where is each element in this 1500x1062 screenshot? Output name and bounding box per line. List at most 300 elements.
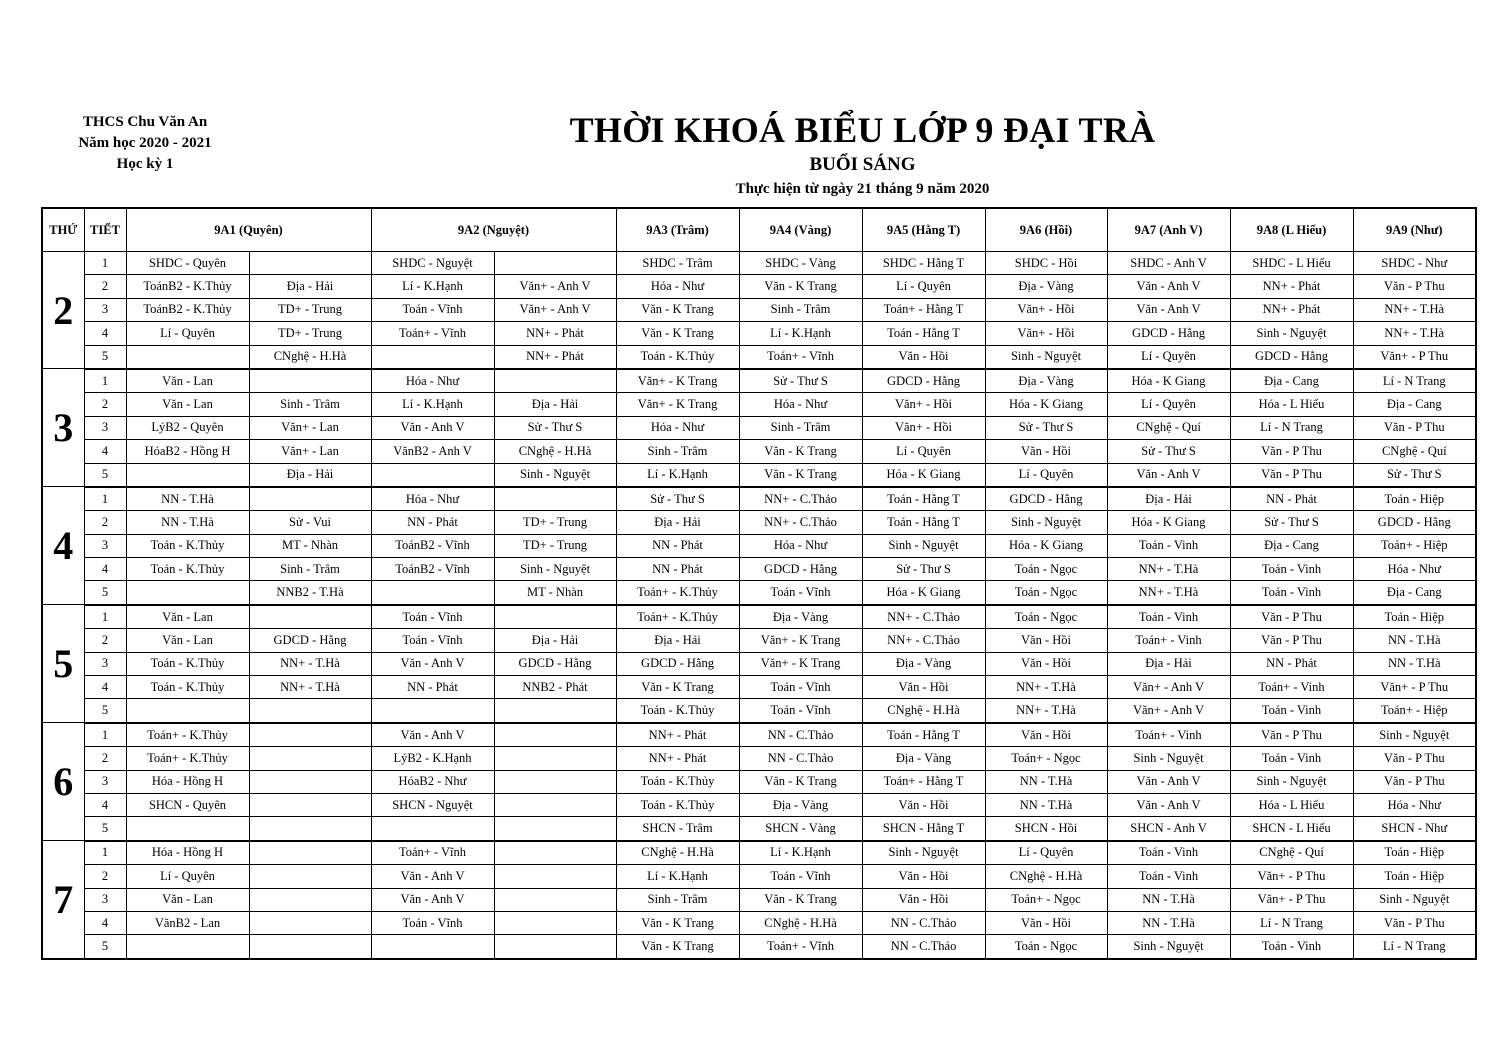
lesson-cell: Văn - K Trang xyxy=(739,888,862,911)
lesson-cell: Hóa - K Giang xyxy=(862,581,985,605)
lesson-cell: VănB2 - Lan xyxy=(126,911,249,934)
lesson-cell: CNghệ - Quí xyxy=(1107,416,1230,439)
lesson-cell xyxy=(494,487,616,511)
lesson-cell: Toán+ - Vinh xyxy=(1107,723,1230,747)
header-class: 9A4 (Vàng) xyxy=(739,208,862,252)
lesson-cell: Toán+ - Vĩnh xyxy=(739,345,862,369)
lesson-cell: Lí - K.Hạnh xyxy=(739,322,862,345)
lesson-cell: Văn - Lan xyxy=(126,629,249,652)
lesson-cell xyxy=(494,793,616,816)
lesson-cell: Văn+ - Hồi xyxy=(985,298,1107,321)
table-row xyxy=(42,581,1476,605)
lesson-cell: Văn - Anh V xyxy=(371,723,494,747)
lesson-cell: Hóa - K Giang xyxy=(985,393,1107,416)
lesson-cell: Sử - Thư S xyxy=(985,416,1107,439)
lesson-cell: Lí - N Trang xyxy=(1353,369,1476,393)
lesson-cell xyxy=(494,770,616,793)
lesson-cell xyxy=(249,747,371,770)
lesson-cell: Lí - K.Hạnh xyxy=(616,463,739,487)
lesson-cell: Văn - Anh V xyxy=(1107,298,1230,321)
lesson-cell xyxy=(249,911,371,934)
table-row xyxy=(42,416,1476,439)
lesson-cell: Toán - Vĩnh xyxy=(739,676,862,699)
lesson-cell: Toán - Hiệp xyxy=(1353,487,1476,511)
lesson-cell: Địa - Vàng xyxy=(985,369,1107,393)
lesson-cell: Văn+ - Hồi xyxy=(862,416,985,439)
lesson-cell: Toán - K.Thủy xyxy=(126,652,249,675)
lesson-cell: NN+ - T.Hà xyxy=(1353,298,1476,321)
lesson-cell: SHCN - Như xyxy=(1353,817,1476,841)
lesson-cell: NN - T.Hà xyxy=(1353,629,1476,652)
lesson-cell: GDCD - Hằng xyxy=(1230,345,1353,369)
lesson-cell: Toán - Vĩnh xyxy=(371,911,494,934)
lesson-cell: SHCN - Hồi xyxy=(985,817,1107,841)
lesson-cell: SHCN - Quyên xyxy=(126,793,249,816)
lesson-cell: GDCD - Hằng xyxy=(616,652,739,675)
day-cell: 3 xyxy=(42,369,84,487)
lesson-cell xyxy=(249,723,371,747)
lesson-cell xyxy=(494,888,616,911)
lesson-cell: Sinh - Trâm xyxy=(616,888,739,911)
lesson-cell: Toán - Ngọc xyxy=(985,605,1107,629)
lesson-cell: Văn+ - P Thu xyxy=(1353,345,1476,369)
table-row xyxy=(42,393,1476,416)
lesson-cell: Địa - Vàng xyxy=(739,793,862,816)
lesson-cell: Toán - Vĩnh xyxy=(739,699,862,723)
lesson-cell: NN - C.Thảo xyxy=(862,935,985,959)
school-name: THCS Chu Văn An xyxy=(82,114,208,130)
lesson-cell: Toán+ - K.Thủy xyxy=(126,747,249,770)
lesson-cell: Địa - Hải xyxy=(1107,652,1230,675)
lesson-cell: NN - Phát xyxy=(371,676,494,699)
lesson-cell: Hóa - Như xyxy=(371,487,494,511)
lesson-cell: Lí - Quyên xyxy=(1107,393,1230,416)
lesson-cell: Địa - Hải xyxy=(249,463,371,487)
lesson-cell: Toán - Vinh xyxy=(1230,747,1353,770)
lesson-cell: Văn - Anh V xyxy=(371,652,494,675)
lesson-cell: Văn - K Trang xyxy=(739,275,862,298)
lesson-cell: GDCD - Hằng xyxy=(494,652,616,675)
day-cell: 7 xyxy=(42,841,84,959)
table-row xyxy=(42,652,1476,675)
lesson-cell: GDCD - Hằng xyxy=(1353,511,1476,534)
lesson-cell: NN - T.Hà xyxy=(985,793,1107,816)
lesson-cell: Hóa - L Hiếu xyxy=(1230,793,1353,816)
period-cell: 1 xyxy=(84,723,126,747)
lesson-cell: NN+ - Phát xyxy=(1230,298,1353,321)
lesson-cell xyxy=(249,888,371,911)
lesson-cell: Toán - Hiệp xyxy=(1353,841,1476,865)
table-row xyxy=(42,534,1476,557)
lesson-cell: Văn+ - Anh V xyxy=(494,275,616,298)
lesson-cell: SHDC - Như xyxy=(1353,252,1476,275)
lesson-cell: Toán - Vinh xyxy=(1107,605,1230,629)
header-period: TIẾT xyxy=(84,208,126,252)
lesson-cell: Văn - K Trang xyxy=(739,440,862,463)
period-cell: 3 xyxy=(84,298,126,321)
header-class: 9A5 (Hằng T) xyxy=(862,208,985,252)
lesson-cell xyxy=(249,252,371,275)
lesson-cell: Văn - K Trang xyxy=(616,676,739,699)
period-cell: 4 xyxy=(84,322,126,345)
lesson-cell: NN - T.Hà xyxy=(1107,911,1230,934)
lesson-cell: NN - C.Thảo xyxy=(739,723,862,747)
lesson-cell xyxy=(494,699,616,723)
lesson-cell: Toán - Ngọc xyxy=(985,935,1107,959)
lesson-cell: Văn - K Trang xyxy=(616,911,739,934)
lesson-cell: Sinh - Trâm xyxy=(249,393,371,416)
lesson-cell: Toán - Vinh xyxy=(1107,841,1230,865)
lesson-cell: Lí - N Trang xyxy=(1230,416,1353,439)
lesson-cell: Sinh - Nguyệt xyxy=(862,534,985,557)
day-cell: 6 xyxy=(42,723,84,841)
lesson-cell: Toán - K.Thủy xyxy=(616,770,739,793)
lesson-cell: NN+ - C.Thảo xyxy=(862,605,985,629)
lesson-cell xyxy=(249,865,371,888)
lesson-cell: Văn+ - P Thu xyxy=(1230,888,1353,911)
lesson-cell: LýB2 - Quyên xyxy=(126,416,249,439)
lesson-cell: Toán - Vinh xyxy=(1230,935,1353,959)
lesson-cell: Toán+ - Hiệp xyxy=(1353,534,1476,557)
lesson-cell: SHCN - Vàng xyxy=(739,817,862,841)
period-cell: 3 xyxy=(84,770,126,793)
lesson-cell: NN - Phát xyxy=(1230,487,1353,511)
table-row xyxy=(42,345,1476,369)
lesson-cell: NN+ - T.Hà xyxy=(985,676,1107,699)
lesson-cell xyxy=(249,817,371,841)
lesson-cell: NN+ - T.Hà xyxy=(1353,322,1476,345)
lesson-cell xyxy=(126,463,249,487)
lesson-cell: VănB2 - Anh V xyxy=(371,440,494,463)
lesson-cell: SHDC - Hồi xyxy=(985,252,1107,275)
lesson-cell xyxy=(494,911,616,934)
lesson-cell: Sử - Thư S xyxy=(494,416,616,439)
page-title: THỜI KHOÁ BIỂU LỚP 9 ĐẠI TRÀ xyxy=(569,110,1156,150)
lesson-cell: Địa - Vàng xyxy=(862,747,985,770)
lesson-cell: SHCN - L Hiếu xyxy=(1230,817,1353,841)
lesson-cell: Toán - K.Thủy xyxy=(616,793,739,816)
lesson-cell: Toán - K.Thủy xyxy=(126,534,249,557)
lesson-cell: Sinh - Nguyệt xyxy=(1353,888,1476,911)
table-row xyxy=(42,817,1476,841)
table-row xyxy=(42,440,1476,463)
lesson-cell: Toán - Vinh xyxy=(1230,699,1353,723)
lesson-cell: Địa - Cang xyxy=(1230,369,1353,393)
lesson-cell: Lí - Quyên xyxy=(862,440,985,463)
lesson-cell: NN - T.Hà xyxy=(1107,888,1230,911)
lesson-cell xyxy=(371,699,494,723)
day-cell: 5 xyxy=(42,605,84,723)
lesson-cell: NN+ - Phát xyxy=(494,345,616,369)
lesson-cell: NN+ - C.Thảo xyxy=(739,487,862,511)
lesson-cell: Lí - Quyên xyxy=(1107,345,1230,369)
lesson-cell: NN+ - C.Thảo xyxy=(862,629,985,652)
lesson-cell: Toán - Vinh xyxy=(1107,865,1230,888)
lesson-cell: HóaB2 - Như xyxy=(371,770,494,793)
lesson-cell: Văn - P Thu xyxy=(1230,463,1353,487)
lesson-cell: NN - Phát xyxy=(616,558,739,581)
table-row xyxy=(42,911,1476,934)
lesson-cell: Toán - K.Thủy xyxy=(616,699,739,723)
lesson-cell xyxy=(126,345,249,369)
table-row xyxy=(42,322,1476,345)
lesson-cell: Địa - Vàng xyxy=(862,652,985,675)
lesson-cell: GDCD - Hằng xyxy=(1107,322,1230,345)
lesson-cell: Sử - Thư S xyxy=(616,487,739,511)
lesson-cell: Toán+ - Hiệp xyxy=(1353,699,1476,723)
lesson-cell xyxy=(249,369,371,393)
lesson-cell: Hóa - K Giang xyxy=(1107,369,1230,393)
lesson-cell xyxy=(249,793,371,816)
lesson-cell: Sinh - Trâm xyxy=(616,440,739,463)
lesson-cell: Văn - Hồi xyxy=(985,723,1107,747)
lesson-cell: Toán - Vĩnh xyxy=(371,298,494,321)
lesson-cell: Văn+ - Hồi xyxy=(985,322,1107,345)
lesson-cell: Lí - Quyên xyxy=(126,322,249,345)
lesson-cell: Địa - Cang xyxy=(1353,393,1476,416)
lesson-cell: Địa - Hải xyxy=(494,629,616,652)
lesson-cell: Văn - Hồi xyxy=(862,888,985,911)
lesson-cell xyxy=(249,605,371,629)
period-cell: 3 xyxy=(84,416,126,439)
lesson-cell: GDCD - Hằng xyxy=(249,629,371,652)
lesson-cell: Toán - Hiệp xyxy=(1353,865,1476,888)
lesson-cell: Địa - Hải xyxy=(494,393,616,416)
lesson-cell: Văn+ - P Thu xyxy=(1230,865,1353,888)
lesson-cell xyxy=(494,865,616,888)
lesson-cell: Toán - Vinh xyxy=(1230,581,1353,605)
period-cell: 1 xyxy=(84,369,126,393)
lesson-cell: SHDC - Vàng xyxy=(739,252,862,275)
lesson-cell: NN - C.Thảo xyxy=(862,911,985,934)
lesson-cell xyxy=(371,817,494,841)
lesson-cell: LýB2 - K.Hạnh xyxy=(371,747,494,770)
lesson-cell: Văn+ - Anh V xyxy=(1107,699,1230,723)
header-class: 9A8 (L Hiếu) xyxy=(1230,208,1353,252)
lesson-cell: Toán - Hằng T xyxy=(862,487,985,511)
period-cell: 2 xyxy=(84,511,126,534)
lesson-cell: NN - C.Thảo xyxy=(739,747,862,770)
table-row xyxy=(42,629,1476,652)
lesson-cell: Toán+ - Hằng T xyxy=(862,298,985,321)
lesson-cell: NN - T.Hà xyxy=(1353,652,1476,675)
lesson-cell: Toán+ - K.Thủy xyxy=(616,581,739,605)
lesson-cell: Văn - K Trang xyxy=(616,935,739,959)
lesson-cell: Lí - Quyên xyxy=(985,463,1107,487)
table-row xyxy=(42,463,1476,487)
lesson-cell: CNghệ - H.Hà xyxy=(249,345,371,369)
lesson-cell: Văn+ - Lan xyxy=(249,440,371,463)
lesson-cell: Lí - K.Hạnh xyxy=(371,393,494,416)
lesson-cell: Sinh - Nguyệt xyxy=(1107,747,1230,770)
lesson-cell: Toán - Hằng T xyxy=(862,322,985,345)
lesson-cell: Hóa - Như xyxy=(1353,793,1476,816)
lesson-cell: Địa - Vàng xyxy=(985,275,1107,298)
lesson-cell: NN+ - T.Hà xyxy=(249,676,371,699)
period-cell: 4 xyxy=(84,793,126,816)
lesson-cell: Toán - Hiệp xyxy=(1353,605,1476,629)
table-row xyxy=(42,747,1476,770)
lesson-cell: Văn+ - Anh V xyxy=(494,298,616,321)
header-class: 9A2 (Nguyệt) xyxy=(371,208,616,252)
lesson-cell xyxy=(371,935,494,959)
lesson-cell: Toán - Hằng T xyxy=(862,511,985,534)
lesson-cell xyxy=(126,935,249,959)
period-cell: 4 xyxy=(84,911,126,934)
lesson-cell: SHCN - Nguyệt xyxy=(371,793,494,816)
lesson-cell: CNghệ - H.Hà xyxy=(739,911,862,934)
lesson-cell: Sinh - Nguyệt xyxy=(1230,322,1353,345)
table-row xyxy=(42,770,1476,793)
lesson-cell: Địa - Hải xyxy=(616,511,739,534)
lesson-cell: Toán - Vinh xyxy=(1230,558,1353,581)
table-row xyxy=(42,252,1476,275)
lesson-cell: Văn - Hồi xyxy=(985,652,1107,675)
date-range: Thực hiện từ ngày 21 tháng 9 năm 2020 xyxy=(735,181,990,197)
table-row xyxy=(42,935,1476,959)
period-cell: 5 xyxy=(84,463,126,487)
lesson-cell xyxy=(494,723,616,747)
timetable-body xyxy=(42,252,1476,959)
period-cell: 5 xyxy=(84,935,126,959)
lesson-cell: Văn+ - K Trang xyxy=(739,652,862,675)
lesson-cell: Hóa - Như xyxy=(616,416,739,439)
lesson-cell: Văn+ - Hồi xyxy=(862,393,985,416)
lesson-cell: Toán+ - Vinh xyxy=(1107,629,1230,652)
lesson-cell: SHCN - Trâm xyxy=(616,817,739,841)
lesson-cell: TD+ - Trung xyxy=(249,298,371,321)
day-cell: 2 xyxy=(42,252,84,369)
lesson-cell: Sinh - Nguyệt xyxy=(985,511,1107,534)
lesson-cell: Văn - Anh V xyxy=(371,416,494,439)
lesson-cell: Hóa - Như xyxy=(739,534,862,557)
lesson-cell: Toán - Ngọc xyxy=(985,581,1107,605)
lesson-cell: Văn+ - P Thu xyxy=(1353,676,1476,699)
lesson-cell: Văn - Hồi xyxy=(862,676,985,699)
lesson-cell: Văn - Hồi xyxy=(985,911,1107,934)
lesson-cell: SHDC - L Hiếu xyxy=(1230,252,1353,275)
lesson-cell: Văn - Lan xyxy=(126,605,249,629)
lesson-cell xyxy=(494,817,616,841)
table-row xyxy=(42,275,1476,298)
lesson-cell xyxy=(249,699,371,723)
lesson-cell: Văn - Anh V xyxy=(1107,793,1230,816)
lesson-cell: HóaB2 - Hồng H xyxy=(126,440,249,463)
lesson-cell: NN - Phát xyxy=(371,511,494,534)
lesson-cell: Văn - Anh V xyxy=(371,888,494,911)
lesson-cell: Văn - Hồi xyxy=(862,793,985,816)
lesson-cell: Lí - N Trang xyxy=(1353,935,1476,959)
table-row xyxy=(42,865,1476,888)
header-class: 9A9 (Như) xyxy=(1353,208,1476,252)
lesson-cell xyxy=(494,605,616,629)
lesson-cell: TD+ - Trung xyxy=(249,322,371,345)
period-cell: 1 xyxy=(84,605,126,629)
lesson-cell: Toán+ - Vĩnh xyxy=(371,841,494,865)
period-cell: 5 xyxy=(84,581,126,605)
lesson-cell: Toán - Vĩnh xyxy=(739,865,862,888)
lesson-cell xyxy=(371,345,494,369)
lesson-cell: Toán - Ngọc xyxy=(985,558,1107,581)
lesson-cell xyxy=(249,770,371,793)
lesson-cell: Lí - Quyên xyxy=(862,275,985,298)
lesson-cell: Toán - K.Thủy xyxy=(126,558,249,581)
period-cell: 2 xyxy=(84,275,126,298)
lesson-cell xyxy=(126,581,249,605)
table-row xyxy=(42,298,1476,321)
period-cell: 4 xyxy=(84,676,126,699)
lesson-cell: Văn+ - K Trang xyxy=(616,369,739,393)
period-cell: 2 xyxy=(84,865,126,888)
table-row xyxy=(42,605,1476,629)
lesson-cell: ToánB2 - K.Thủy xyxy=(126,275,249,298)
lesson-cell: Hóa - K Giang xyxy=(862,463,985,487)
lesson-cell: SHDC - Trâm xyxy=(616,252,739,275)
lesson-cell xyxy=(249,841,371,865)
lesson-cell: Sinh - Nguyệt xyxy=(985,345,1107,369)
lesson-cell: CNghệ - H.Hà xyxy=(494,440,616,463)
lesson-cell: Văn - Hồi xyxy=(862,865,985,888)
lesson-cell: Sinh - Nguyệt xyxy=(494,463,616,487)
header-class: 9A1 (Quyên) xyxy=(126,208,371,252)
header-class: 9A7 (Anh V) xyxy=(1107,208,1230,252)
lesson-cell: CNghệ - H.Hà xyxy=(616,841,739,865)
table-row xyxy=(42,699,1476,723)
lesson-cell: Văn - P Thu xyxy=(1230,605,1353,629)
lesson-cell: CNghệ - Quí xyxy=(1353,440,1476,463)
lesson-cell: Văn - P Thu xyxy=(1353,416,1476,439)
lesson-cell: Văn - Lan xyxy=(126,888,249,911)
lesson-cell: Hóa - Hồng H xyxy=(126,841,249,865)
lesson-cell: Toán+ - Vinh xyxy=(1230,676,1353,699)
lesson-cell: Văn - Hồi xyxy=(985,629,1107,652)
lesson-cell: Văn - Hồi xyxy=(862,345,985,369)
lesson-cell: Sinh - Nguyệt xyxy=(862,841,985,865)
lesson-cell xyxy=(249,487,371,511)
lesson-cell: Địa - Hải xyxy=(1107,487,1230,511)
lesson-cell: NN - T.Hà xyxy=(126,511,249,534)
lesson-cell: Sử - Thư S xyxy=(1353,463,1476,487)
day-cell: 4 xyxy=(42,487,84,605)
lesson-cell: GDCD - Hằng xyxy=(739,558,862,581)
lesson-cell xyxy=(371,463,494,487)
lesson-cell: NN - Phát xyxy=(616,534,739,557)
lesson-cell: NN+ - T.Hà xyxy=(1107,558,1230,581)
lesson-cell: Văn+ - Anh V xyxy=(1107,676,1230,699)
lesson-cell xyxy=(371,581,494,605)
period-cell: 1 xyxy=(84,487,126,511)
table-row xyxy=(42,676,1476,699)
lesson-cell: Lí - Quyên xyxy=(126,865,249,888)
period-cell: 1 xyxy=(84,841,126,865)
lesson-cell: NN - Phát xyxy=(1230,652,1353,675)
lesson-cell: Sinh - Trâm xyxy=(249,558,371,581)
lesson-cell: Lí - K.Hạnh xyxy=(616,865,739,888)
lesson-cell xyxy=(126,817,249,841)
lesson-cell: Hóa - K Giang xyxy=(985,534,1107,557)
lesson-cell: SHDC - Hằng T xyxy=(862,252,985,275)
lesson-cell xyxy=(249,935,371,959)
table-row xyxy=(42,841,1476,865)
lesson-cell: ToánB2 - K.Thủy xyxy=(126,298,249,321)
lesson-cell: SHDC - Nguyệt xyxy=(371,252,494,275)
lesson-cell: Văn - K Trang xyxy=(739,463,862,487)
lesson-cell: Văn - K Trang xyxy=(739,770,862,793)
lesson-cell: NN+ - Phát xyxy=(494,322,616,345)
table-row xyxy=(42,511,1476,534)
lesson-cell: NN+ - T.Hà xyxy=(249,652,371,675)
lesson-cell: SHDC - Quyên xyxy=(126,252,249,275)
